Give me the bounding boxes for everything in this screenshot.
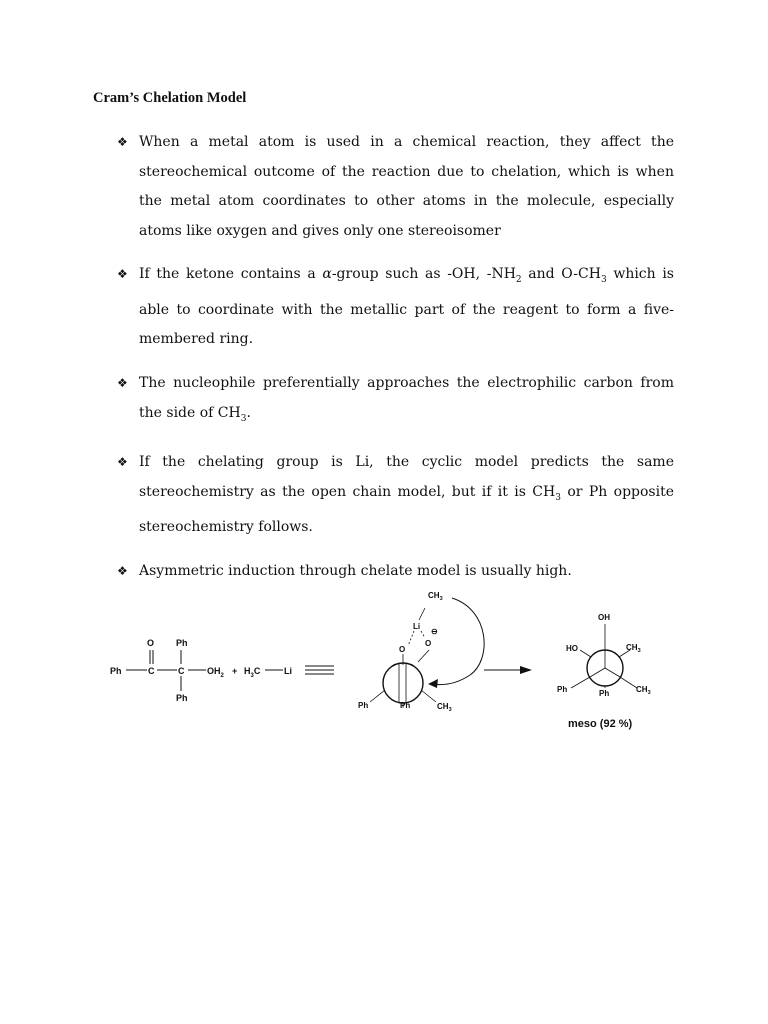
bullet-text: If the ketone contains a α-group such as -OH, $-NH_2$ and $O-CH_3$ which is able to coordinate with the metallic part of the reagent to form a five-membered ring.	[139, 266, 674, 348]
bullet-item	[117, 448, 674, 543]
reactant-structure	[110, 638, 292, 703]
svg-text:HO: HO	[566, 644, 578, 653]
bullet-text: If the chelating group is Li, the cyclic model predicts the same stereochemistry as the open chain model, but if it is $CH_3$ or Ph opposite stereochemistry follows.	[139, 453, 675, 535]
diamond-bullet-icon: ❖	[117, 267, 128, 282]
chelate-model	[358, 591, 484, 713]
bullet-item	[117, 128, 674, 246]
svg-text:⊖: ⊖	[431, 627, 438, 636]
diamond-bullet-icon: ❖	[117, 563, 128, 578]
triple-line-symbol	[305, 666, 334, 674]
bullet-text: Asymmetric induction through chelate model is usually high.	[139, 562, 572, 579]
reaction-scheme	[0, 580, 768, 740]
svg-text:Ph: Ph	[176, 638, 188, 648]
svg-text:C: C	[148, 666, 155, 676]
svg-text:CH3: $CH_3$	[636, 685, 651, 696]
svg-text:CH3: $CH_3$	[428, 591, 443, 602]
bullet-item	[117, 260, 674, 355]
svg-text:C: C	[178, 666, 185, 676]
diamond-bullet-icon: ❖	[117, 375, 128, 390]
svg-text:Li: Li	[413, 622, 421, 631]
svg-text:Ph: Ph	[358, 701, 369, 710]
svg-text:OH: OH	[598, 613, 610, 622]
bullet-list	[117, 128, 674, 600]
svg-text:H3C: $H_3C$	[244, 666, 261, 679]
product-newman-projection	[557, 613, 651, 730]
svg-text:CH3: $CH_3$	[626, 643, 641, 654]
svg-text:Ph: Ph	[110, 666, 122, 676]
svg-text:O: O	[425, 639, 432, 648]
diamond-bullet-icon: ❖	[117, 135, 128, 149]
diamond-bullet-icon: ❖	[117, 454, 128, 469]
bullet-text: The nucleophile preferentially approaches the electrophilic carbon from the side of $CH_3$.	[139, 374, 674, 424]
product-label: meso (92 %)	[568, 718, 633, 730]
svg-text:O: O	[399, 645, 406, 654]
svg-text:Li: Li	[284, 666, 292, 676]
bullet-item	[117, 369, 674, 434]
reaction-arrow	[484, 666, 532, 674]
svg-text:O: O	[147, 638, 155, 648]
svg-text:OH2: $OH_2$	[207, 666, 224, 679]
svg-text:Ph: Ph	[599, 689, 610, 698]
svg-text:Ph: Ph	[176, 693, 188, 703]
svg-text:Ph: Ph	[557, 685, 568, 694]
svg-text:+: +	[232, 666, 238, 676]
svg-text:Ph: Ph	[400, 701, 411, 710]
section-heading: Cram’s Chelation Model	[93, 90, 247, 106]
svg-text:CH3: $CH_3$	[437, 702, 452, 713]
bullet-text: When a metal atom is used in a chemical reaction, they affect the stereochemical outcome of the reaction due to chelation, which is when the metal atom coordinates to other atoms in the molecule, especially atoms like oxygen and gives only one stereoisomer	[139, 134, 674, 239]
